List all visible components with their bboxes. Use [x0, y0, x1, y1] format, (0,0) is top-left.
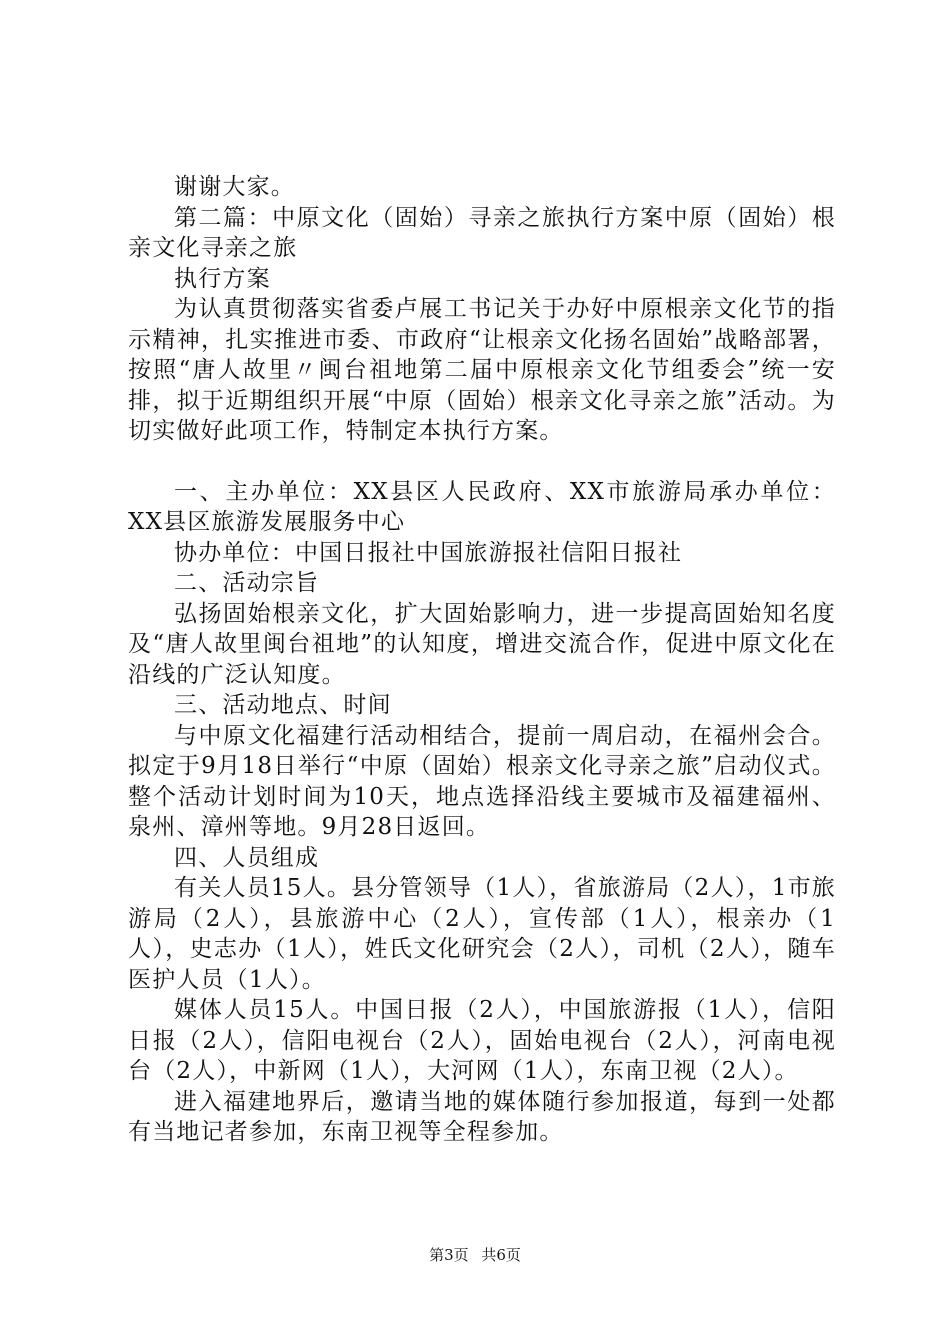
- paragraph-personnel: 有关人员15人。县分管领导（1人），省旅游局（2人），1市旅游局（2人），县旅游中心（2人），宣传部（1人），根亲办（1人），史志办（1人），姓氏文化研究会（2人），司机（2人），随车医护人员（1人）。: [128, 875, 836, 993]
- paragraph-media: 媒体人员15人。中国日报（2人），中国旅游报（1人），信阳日报（2人），信阳电视台（2人），固始电视台（2人），河南电视台（2人），中新网（1人），大河网（1人），东南卫视（2人）。: [128, 997, 836, 1084]
- paragraph-location-time: 与中原文化福建行活动相结合，提前一周启动，在福州会合。拟定于9月18日举行“中原（固始）根亲文化寻亲之旅”启动仪式。整个活动计划时间为10天，地点选择沿线主要城市及福建福州、泉州、漳州等地。9月28日返回。: [128, 722, 836, 840]
- page-footer: [0, 1244, 950, 1265]
- paragraph-organizers: 一、主办单位：XX县区人民政府、XX市旅游局承办单位：XX县区旅游发展服务中心: [128, 478, 836, 535]
- heading-purpose: 二、活动宗旨: [174, 570, 320, 596]
- page-number: 第3页: [429, 1246, 469, 1264]
- heading-location-time: 三、活动地点、时间: [174, 692, 392, 718]
- paragraph-local-media: 进入福建地界后，邀请当地的媒体随行参加报道，每到一处都有当地记者参加，东南卫视等全程参加。: [128, 1088, 836, 1145]
- paragraph-intro: 为认真贯彻落实省委卢展工书记关于办好中原根亲文化节的指示精神，扎实推进市委、市政府“让根亲文化扬名固始”战略部署，按照“唐人故里〃闽台祖地第二届中原根亲文化节组委会”统一安排，拟于近期组织开展“中原（固始）根亲文化寻亲之旅”活动。为切实做好此项工作，特制定本执行方案。: [128, 296, 836, 444]
- paragraph-purpose: 弘扬固始根亲文化，扩大固始影响力，进一步提高固始知名度及“唐人故里闽台祖地”的认知度，增进交流合作，促进中原文化在沿线的广泛认知度。: [128, 600, 836, 688]
- paragraph-co-organizers: 协办单位：中国日报社中国旅游报社信阳日报社: [174, 539, 683, 566]
- page-total: 共6页: [481, 1246, 521, 1264]
- paragraph-plan-heading: 执行方案: [174, 265, 271, 292]
- paragraph-chapter-title: 第二篇：中原文化（固始）寻亲之旅执行方案中原（固始）根亲文化寻亲之旅: [128, 204, 836, 261]
- document-body: [128, 172, 836, 1148]
- heading-personnel: 四、人员组成: [174, 844, 320, 871]
- paragraph-closing: 谢谢大家。: [174, 174, 295, 200]
